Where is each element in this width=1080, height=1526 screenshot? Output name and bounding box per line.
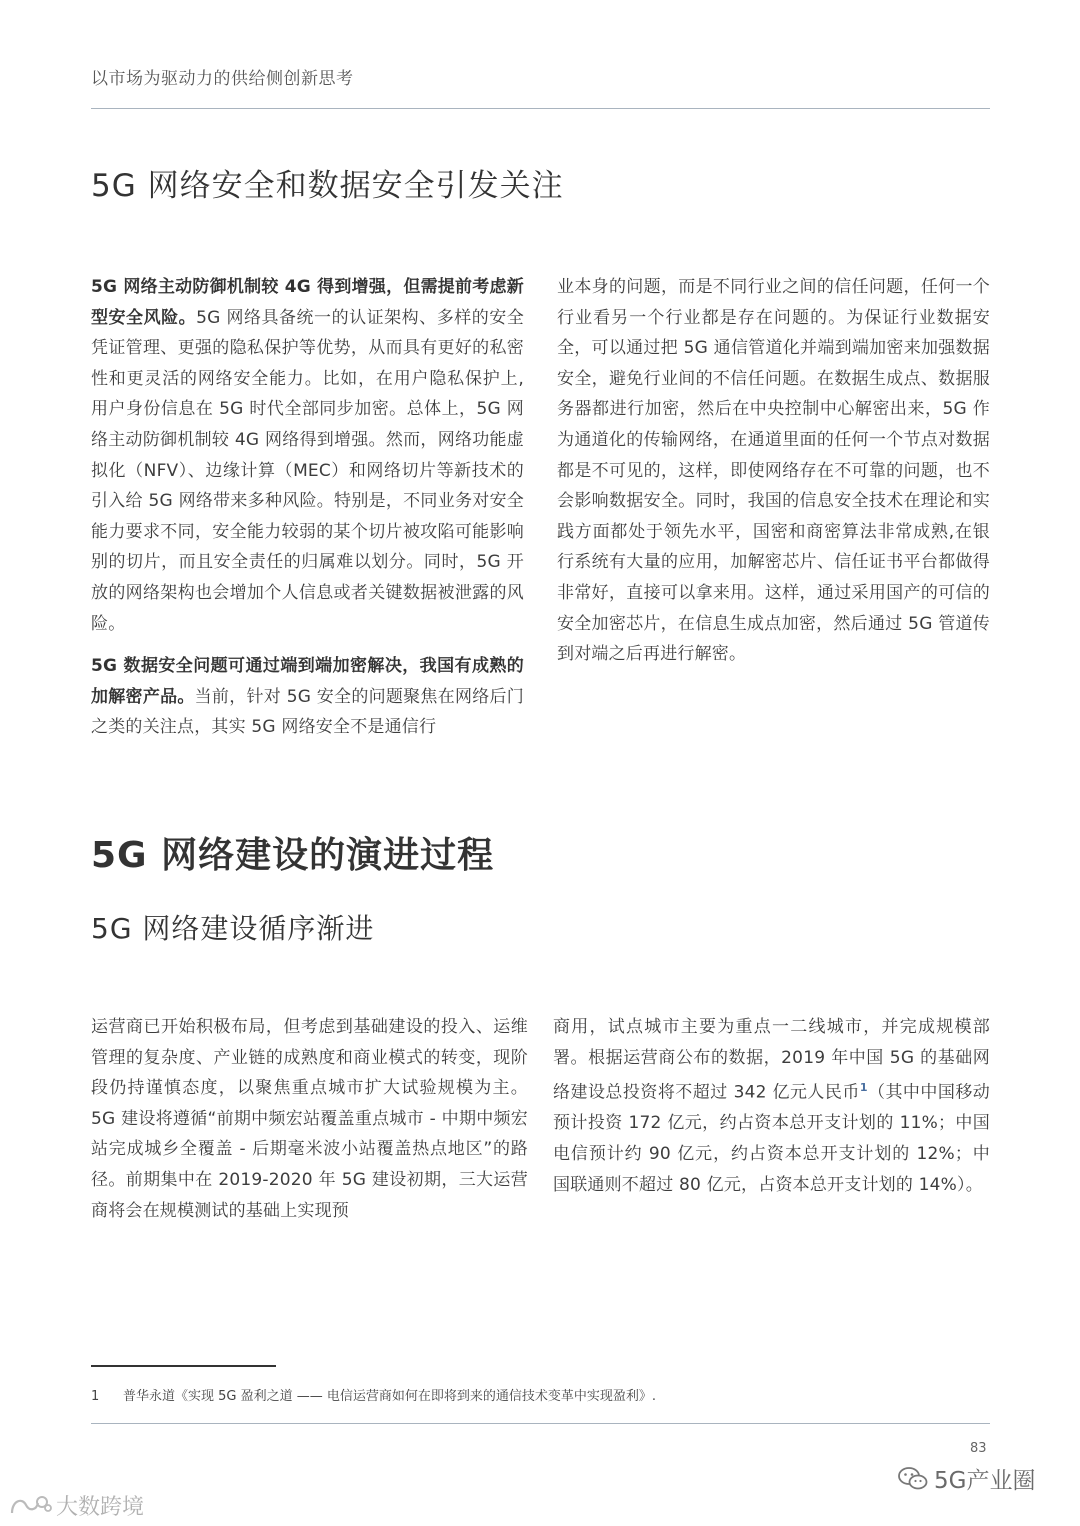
watermark-right bbox=[898, 1462, 1035, 1495]
paragraph-lead: 5G 数据安全问题可通过端到端加密解决，我国有成熟的加解密产品。 bbox=[91, 656, 524, 707]
paragraph bbox=[91, 651, 524, 743]
wechat-icon bbox=[898, 1466, 928, 1492]
paragraph-lead: 5G 网络主动防御机制较 4G 得到增强，但需提前考虑新型安全风险。 bbox=[91, 277, 524, 328]
paragraph-body: 5G 网络具备统一的认证架构、多样的安全凭证管理、更强的隐私保护等优势，从而具有更好的私密性和更灵活的网络安全能力。比如，在用户隐私保护上,用户身份信息在 5G 时代全部同步加密。总体上，5G 网络主动防御机制较 4G 网络得到增强。然而，网络功能虚拟化（NFV）、边缘计算（MEC）和网络切片等新技术的引入给 5G 网络带来多种风险。特别是，不同业务对安全能力要求不同，安全能力较弱的某个切片被攻陷可能影响别的切片，而且安全责任的归属难以划分。同时，5G 开放的网络架构也会增加个人信息或者关键数据被泄露的风险。 bbox=[91, 307, 524, 634]
logo-swirl-icon bbox=[8, 1493, 52, 1519]
section2-left-column bbox=[91, 1012, 528, 1226]
paragraph-body: 业本身的问题，而是不同行业之间的信任问题，任何一个行业看另一个行业都是存在问题的。为保证行业数据安全，可以通过把 5G 通信管道化并端到端加密来加强数据安全，避免行业间的不信任问题。在数据生成点、数据服务器都进行加密，然后在中央控制中心解密出来，5G 作为通道化的传输网络，在通道里面的任何一个节点对数据都是不可见的，这样，即使网络存在不可靠的问题，也不会影响数据安全。同时，我国的信息安全技术在理论和实践方面都处于领先水平，国密和商密算法非常成熟,在银行系统有大量的应用，加解密芯片、信任证书平台都做得非常好，直接可以拿来用。这样，通过采用国产的可信的安全加密芯片，在信息生成点加密，然后通过 5G 管道传到对端之后再进行解密。 bbox=[557, 277, 990, 665]
paragraph-body: 商用，试点城市主要为重点一二线城市，并完成规模部署。根据运营商公布的数据，2019 年中国 5G 的基础网络建设总投资将不超过 342 亿元人民币 bbox=[553, 1017, 990, 1103]
watermark-right-text: 5G产业圈 bbox=[934, 1468, 1036, 1494]
footnote bbox=[91, 1385, 656, 1404]
footnote-text: 普华永道《实现 5G 盈利之道 —— 电信运营商如何在即将到来的通信技术变革中实现盈利》. bbox=[123, 1389, 657, 1404]
watermark-left-text: 大数跨境 bbox=[56, 1495, 145, 1520]
paragraph bbox=[91, 272, 524, 639]
watermark-left bbox=[8, 1490, 144, 1521]
footer-divider bbox=[91, 1423, 990, 1424]
paragraph-body: 当前，针对 5G 安全的问题聚焦在网络后门之类的关注点，其实 5G 网络安全不是通信行 bbox=[91, 686, 524, 738]
section1-right-column bbox=[557, 272, 990, 670]
section2-right-column bbox=[553, 1012, 990, 1200]
header-divider bbox=[91, 108, 990, 109]
footnote-divider bbox=[91, 1365, 276, 1367]
section-title-evolution: 5G 网络建设的演进过程 bbox=[91, 835, 495, 876]
footnote-reference[interactable]: 1 bbox=[859, 1081, 868, 1095]
page-number: 83 bbox=[970, 1441, 987, 1456]
paragraph-body: 运营商已开始积极布局，但考虑到基础建设的投入、运维管理的复杂度、产业链的成熟度和商业模式的转变，现阶段仍持谨慎态度，以聚焦重点城市扩大试验规模为主。5G 建设将遵循“前期中频宏站覆盖重点城市 - 中期中频宏站完成城乡全覆盖 - 后期毫米波小站覆盖热点地区”的路径。前期集中在 2019-2020 年 5G 建设初期，三大运营商将会在规模测试的基础上实现预 bbox=[91, 1017, 528, 1221]
subsection-title: 5G 网络建设循序渐进 bbox=[91, 912, 375, 945]
paragraph bbox=[553, 1012, 990, 1200]
paragraph-body: （其中中国移动预计投资 172 亿元，约占资本总开支计划的 11%；中国电信预计约 90 亿元，约占资本总开支计划的 12%；中国联通则不超过 80 亿元，占资本总开支计划的 14%）。 bbox=[553, 1082, 990, 1195]
section-title-security: 5G 网络安全和数据安全引发关注 bbox=[91, 168, 564, 204]
footnote-number: 1 bbox=[91, 1389, 100, 1404]
section1-left-column bbox=[91, 272, 524, 743]
running-header: 以市场为驱动力的供给侧创新思考 bbox=[91, 69, 354, 89]
